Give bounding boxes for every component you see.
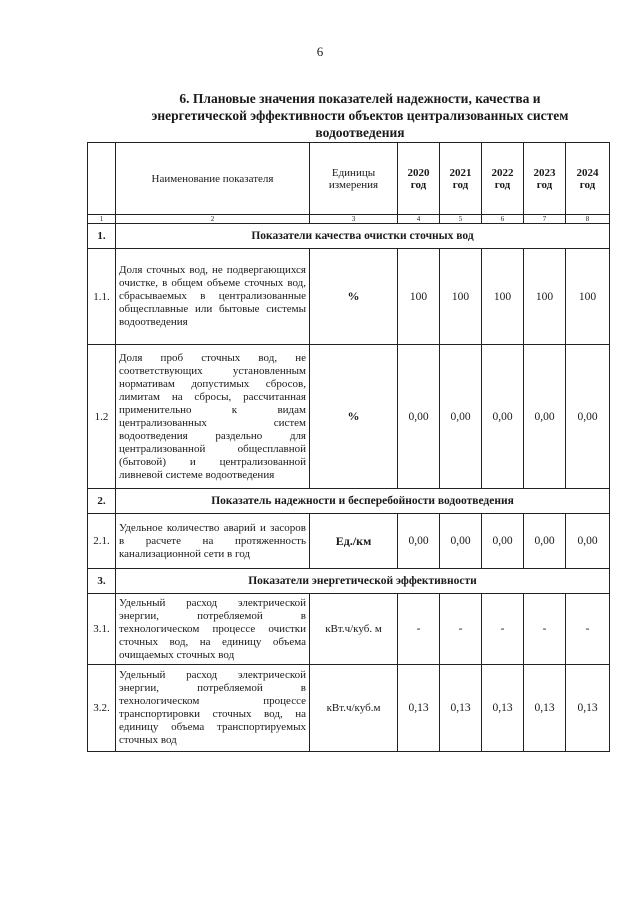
- value-cell: -: [398, 594, 440, 665]
- indicator-name: Доля проб сточных вод, не соответствующих установленным нормативам допустимых сбросов, лимитам на сбросы, рассчитанная применительно к видам централизованных систем водоотведения раздельно для централизованной общесплавной (бытовой) и централизованной ливневой системе водоотведения: [116, 345, 310, 489]
- value-cell: 100: [482, 249, 524, 345]
- row-number: 1.2: [88, 345, 116, 489]
- section-title: Показатели энергетической эффективности: [116, 569, 610, 594]
- indicator-unit: кВт.ч/куб.м: [310, 665, 398, 752]
- header-cell-name: Наименование показателя: [116, 143, 310, 215]
- value-cell: 100: [398, 249, 440, 345]
- header-unit-line-2: измерения: [328, 178, 379, 191]
- table-row: [88, 514, 610, 569]
- year-suffix: год: [536, 178, 553, 191]
- table-row: [88, 345, 610, 489]
- value-cell: 0,00: [482, 345, 524, 489]
- section-number: 2.: [88, 489, 116, 514]
- value-cell: 100: [524, 249, 566, 345]
- year-value: 2020: [407, 166, 430, 179]
- year-value: 2023: [533, 166, 556, 179]
- column-number: 2: [116, 215, 310, 224]
- value-cell: 0,13: [524, 665, 566, 752]
- row-number: 2.1.: [88, 514, 116, 569]
- value-cell: 0,00: [524, 345, 566, 489]
- indicator-unit: %: [310, 345, 398, 489]
- indicators-table: [87, 142, 610, 752]
- value-cell: 100: [566, 249, 610, 345]
- value-cell: 0,00: [482, 514, 524, 569]
- column-number: 1: [88, 215, 116, 224]
- value-cell: 0,13: [482, 665, 524, 752]
- header-unit-line-1: Единицы: [331, 166, 376, 179]
- header-cell-year: [566, 143, 610, 215]
- heading-line-3: водоотведения: [315, 125, 405, 140]
- year-value: 2022: [491, 166, 514, 179]
- section-title: Показатель надежности и бесперебойности водоотведения: [116, 489, 610, 514]
- header-cell-year: [398, 143, 440, 215]
- value-cell: 0,13: [440, 665, 482, 752]
- indicator-name: Удельный расход электрической энергии, потребляемой в технологическом процессе очистки сточных вод, на единицу объема очищаемых сточных вод: [116, 594, 310, 665]
- value-cell: 0,00: [398, 514, 440, 569]
- section-title: Показатели качества очистки сточных вод: [116, 224, 610, 249]
- indicator-unit: кВт.ч/куб. м: [310, 594, 398, 665]
- value-cell: -: [440, 594, 482, 665]
- value-cell: -: [566, 594, 610, 665]
- value-cell: 0,00: [398, 345, 440, 489]
- table-row: [88, 665, 610, 752]
- section-number: 1.: [88, 224, 116, 249]
- section-row: [88, 569, 610, 594]
- table-row: [88, 594, 610, 665]
- year-suffix: год: [494, 178, 511, 191]
- value-cell: 0,00: [566, 514, 610, 569]
- column-number: 3: [310, 215, 398, 224]
- value-cell: 0,13: [398, 665, 440, 752]
- year-suffix: год: [452, 178, 469, 191]
- table-row: [88, 249, 610, 345]
- indicator-unit: %: [310, 249, 398, 345]
- value-cell: 0,13: [566, 665, 610, 752]
- document-heading: [120, 90, 600, 141]
- indicator-unit: Ед./км: [310, 514, 398, 569]
- column-number: 4: [398, 215, 440, 224]
- section-row: [88, 224, 610, 249]
- page-number: 6: [316, 44, 324, 59]
- value-cell: 0,00: [566, 345, 610, 489]
- value-cell: 0,00: [440, 345, 482, 489]
- heading-line-2: энергетической эффективности объектов централизованных систем: [151, 108, 569, 123]
- indicator-name: Удельное количество аварий и засоров в расчете на протяженность канализационной сети в год: [116, 514, 310, 569]
- value-cell: -: [524, 594, 566, 665]
- heading-line-1: 6. Плановые значения показателей надежности, качества и: [179, 91, 541, 106]
- year-value: 2021: [449, 166, 472, 179]
- value-cell: 100: [440, 249, 482, 345]
- value-cell: 0,00: [440, 514, 482, 569]
- header-cell-year: [482, 143, 524, 215]
- column-number: 6: [482, 215, 524, 224]
- column-number: 5: [440, 215, 482, 224]
- year-value: 2024: [576, 166, 599, 179]
- indicator-name: Доля сточных вод, не подвергающихся очистке, в общем объеме сточных вод, сбрасываемых в централизованные общесплавные или бытовые системы водоотведения: [116, 249, 310, 345]
- year-suffix: год: [579, 178, 596, 191]
- row-number: 1.1.: [88, 249, 116, 345]
- column-number: 8: [566, 215, 610, 224]
- row-number: 3.2.: [88, 665, 116, 752]
- header-cell-year: [524, 143, 566, 215]
- year-suffix: год: [410, 178, 427, 191]
- header-cell-year: [440, 143, 482, 215]
- value-cell: 0,00: [524, 514, 566, 569]
- column-number: 7: [524, 215, 566, 224]
- indicator-name: Удельный расход электрической энергии, потребляемой в технологическом процессе транспортировки сточных вод, на единицу объема транспортируемых сточных вод: [116, 665, 310, 752]
- section-row: [88, 489, 610, 514]
- column-number-row: [88, 215, 610, 224]
- section-number: 3.: [88, 569, 116, 594]
- value-cell: -: [482, 594, 524, 665]
- header-cell-number: [88, 143, 116, 215]
- row-number: 3.1.: [88, 594, 116, 665]
- header-cell-unit: [310, 143, 398, 215]
- table-header-row: [88, 143, 610, 215]
